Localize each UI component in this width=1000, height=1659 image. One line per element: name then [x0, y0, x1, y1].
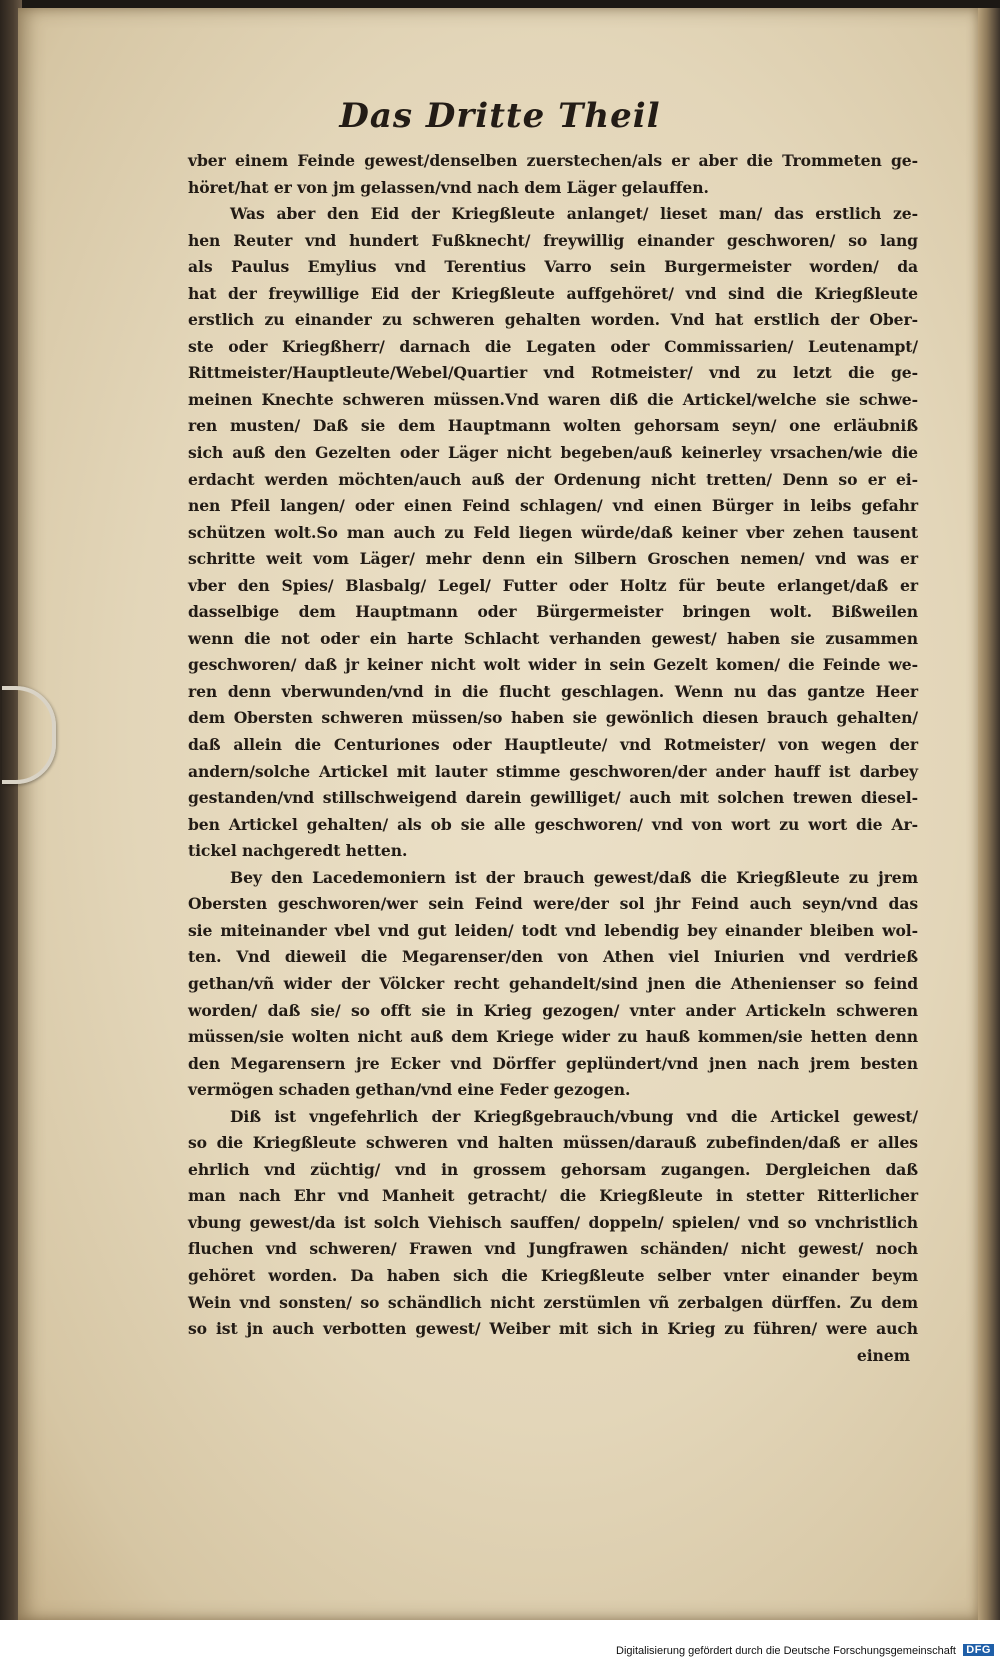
text-line: Was aber den Eid der Kriegßleute anlanget/ lieset man/ das erstlich ze-	[230, 204, 918, 224]
text-line: ten. Vnd dieweil die Megarenser/den von Athen viel Iniurien vnd verdrieß	[188, 947, 918, 967]
text-line: vermögen schaden gethan/vnd eine Feder gezogen.	[188, 1080, 631, 1100]
text-line: dasselbige dem Hauptmann oder Bürgermeister bringen wolt. Bißweilen	[188, 602, 918, 622]
text-line: fluchen vnd schweren/ Frawen vnd Jungfrawen schänden/ nicht gewest/ noch	[188, 1239, 918, 1259]
body-text	[188, 148, 918, 1369]
text-line: vber den Spies/ Blasbalg/ Legel/ Futter oder Holtz für beute erlanget/daß er	[188, 575, 918, 595]
text-line: tickel nachgeredt hetten.	[188, 841, 408, 861]
text-line: ste oder Kriegßherr/ darnach die Legaten oder Commissarien/ Leutenampt/	[188, 336, 918, 356]
text-line: Rittmeister/Hauptleute/Webel/Quartier vnd Rotmeister/ vnd zu letzt die ge-	[188, 363, 918, 383]
text-line: sie miteinander vbel vnd gut leiden/ todt vnd lebendig bey einander bleiben wol-	[188, 920, 918, 940]
text-line: schützen wolt.So man auch zu Feld liegen würde/daß keiner vber zehen tausent	[188, 522, 918, 542]
dfg-logo: DFG	[963, 1644, 994, 1656]
text-line: ehrlich vnd züchtig/ vnd in grossem gehorsam zugangen. Dergleichen daß	[188, 1159, 918, 1179]
text-line: andern/solche Artickel mit lauter stimme geschworen/der ander hauff ist darbey	[188, 761, 918, 781]
text-line: ren musten/ Daß sie dem Hauptmann wolten gehorsam seyn/ one erläubniß	[188, 416, 918, 436]
text-line: schritte weit vom Läger/ mehr denn ein Silbern Groschen nemen/ vnd was er	[188, 549, 918, 569]
text-line: man nach Ehr vnd Manheit getracht/ die Kriegßleute in stetter Ritterlicher	[188, 1186, 918, 1206]
text-line: so ist jn auch verbotten gewest/ Weiber mit sich in Krieg zu führen/ were auch	[188, 1319, 918, 1339]
text-line: vbung gewest/da ist solch Viehisch sauffen/ doppeln/ spielen/ vnd so vnchristlich	[188, 1212, 918, 1232]
text-line: gestanden/vnd stillschweigend darein gewilliget/ auch mit solchen trewen diesel-	[188, 788, 918, 808]
text-line: hen Reuter vnd hundert Fußknecht/ freywillig einander geschworen/ so lang	[188, 230, 918, 250]
text-line: erstlich zu einander zu schweren gehalten worden. Vnd hat erstlich der Ober-	[188, 310, 918, 330]
text-line: hat der freywillige Eid der Kriegßleute auffgehöret/ vnd sind die Kriegßleute	[188, 283, 918, 303]
text-line: meinen Knechte schweren müssen.Vnd waren diß die Artickel/welche sie schwe-	[188, 389, 918, 409]
text-line: sich auß den Gezelten oder Läger nicht begeben/auß keinerley vrsachen/wie die	[188, 443, 918, 463]
text-line: ben Artickel gehalten/ als ob sie alle geschworen/ vnd von wort zu wort die Ar-	[188, 814, 918, 834]
text-line: wenn die not oder ein harte Schlacht verhanden gewest/ haben sie zusammen	[188, 628, 918, 648]
text-line: gehöret worden. Da haben sich die Kriegßleute selber vnter einander beym	[188, 1265, 918, 1285]
text-line: ren denn vberwunden/vnd in die flucht geschlagen. Wenn nu das gantze Heer	[188, 681, 918, 701]
text-line: gethan/vñ wider der Völcker recht gehandelt/sind jnen die Athenienser so feind	[188, 973, 918, 993]
catchword: einem	[856, 1345, 910, 1365]
text-line: als Paulus Emylius vnd Terentius Varro sein Burgermeister worden/ da	[188, 257, 918, 277]
text-line: geschworen/ daß jr keiner nicht wolt wider in sein Gezelt komen/ die Feinde we-	[188, 655, 918, 675]
text-line: erdacht werden möchten/auch auß der Ordenung nicht tretten/ Denn so er ei-	[188, 469, 918, 489]
text-line: Obersten geschworen/wer sein Feind were/der sol jhr Feind auch seyn/vnd das	[188, 894, 918, 914]
text-line: daß allein die Centuriones oder Hauptleute/ vnd Rotmeister/ von wegen der	[188, 735, 918, 755]
text-line: Diß ist vngefehrlich der Kriegßgebrauch/vbung vnd die Artickel gewest/	[230, 1106, 918, 1126]
page-edge	[978, 8, 1000, 1620]
text-line: dem Obersten schweren müssen/so haben sie gewönlich diesen brauch gehalten/	[188, 708, 918, 728]
text-line: höret/hat er von jm gelassen/vnd nach dem Läger gelauffen.	[188, 177, 709, 197]
text-line: so die Kriegßleute schweren vnd halten müssen/darauß zubefinden/daß er alles	[188, 1133, 918, 1153]
text-line: vber einem Feinde gewest/denselben zuerstechen/als er aber die Trommeten ge-	[188, 151, 918, 170]
text-line: worden/ daß sie/ so offt sie in Krieg gezogen/ vnter ander Artickeln schweren	[188, 1000, 918, 1020]
footer-bar	[0, 1620, 1000, 1659]
text-line: Wein vnd sonsten/ so schändlich nicht zerstümlen vñ zerbalgen dürffen. Zu dem	[188, 1292, 918, 1312]
funding-note: Digitalisierung gefördert durch die Deutsche Forschungsgemeinschaft	[616, 1645, 956, 1657]
running-head: Das Dritte Theil	[339, 96, 661, 136]
text-line: müssen/sie wolten nicht auß dem Kriege wider zu hauß kommen/sie hetten denn	[188, 1027, 918, 1047]
text-line: Bey den Lacedemoniern ist der brauch gewest/daß die Kriegßleute zu jrem	[230, 867, 918, 887]
text-line: den Megarensern jre Ecker vnd Dörffer geplündert/vnd jnen nach jrem besten	[188, 1053, 918, 1073]
text-line: nen Pfeil langen/ oder einen Feind schlagen/ vnd einen Bürger in leibs gefahr	[188, 496, 918, 516]
